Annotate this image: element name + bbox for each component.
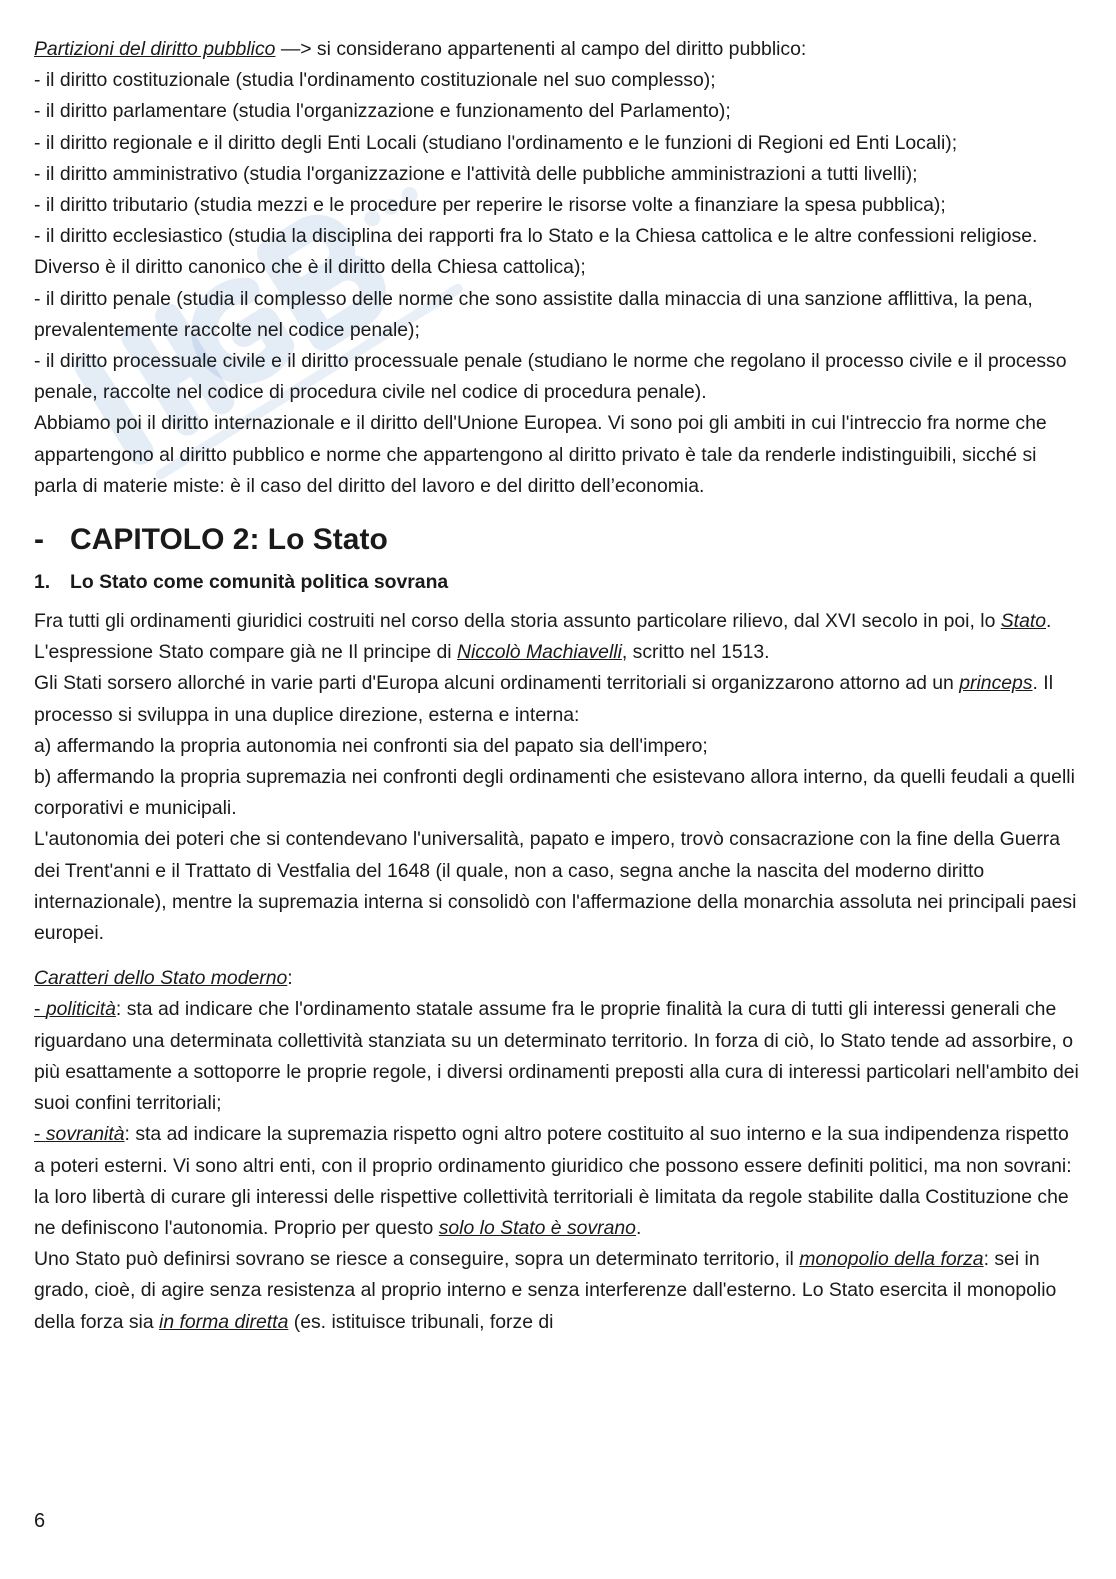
text-run: Gli Stati sorsero allorché in varie parti d'Europa alcuni ordinamenti territoriali si organizzarono attorno ad un bbox=[34, 672, 960, 695]
partizioni-item-parlamentare: - il diritto parlamentare (studia l'organizzazione e funzionamento del Parlamento); bbox=[34, 100, 731, 123]
term-princeps: princeps bbox=[959, 672, 1033, 695]
page-number: 6 bbox=[34, 1510, 46, 1532]
section-heading bbox=[34, 568, 1080, 606]
chapter-title: CAPITOLO 2: Lo Stato bbox=[70, 523, 388, 557]
partizioni-heading-line bbox=[34, 34, 1080, 65]
partizioni-closing: Abbiamo poi il diritto internazionale e il diritto dell'Unione Europea. Vi sono poi gli ambiti in cui l'intreccio fra norme che appartengono al diritto pubblico e norme che appartengono al diritto privato è tale da renderle indistinguibili, sicché si parla di materie miste: è il caso del diritto del lavoro e del diritto dell’economia. bbox=[34, 412, 1047, 497]
caratteri-heading-line bbox=[34, 963, 1080, 994]
partizioni-item-regionale: - il diritto regionale e il diritto degli Enti Locali (studiano l'ordinamento e le funzioni di Regioni ed Enti Locali); bbox=[34, 131, 958, 154]
list-item-a: a) affermando la propria autonomia nei confronti sia del papato sia dell'impero; bbox=[34, 734, 708, 757]
text-run: Fra tutti gli ordinamenti giuridici costruiti nel corso della storia assunto particolare rilievo, dal XVI secolo in poi, lo bbox=[34, 610, 1001, 633]
caratteri-title: Caratteri dello Stato moderno bbox=[34, 967, 288, 990]
text-run: . L'espressione Stato compare già ne Il principe di bbox=[34, 610, 1052, 664]
partizioni-item-processuale: - il diritto processuale civile e il diritto processuale penale (studiano le norme che regolano il processo civile e il processo penale, raccolte nel codice di procedura civile nel codice di procedura penale). bbox=[34, 350, 1067, 404]
section-paragraph-vestfalia: L'autonomia dei poteri che si contendevano l'universalità, papato e impero, trovò consacrazione con la fine della Guerra dei Trent'anni e il Trattato di Vestfalia del 1648 (il quale, non a caso, segna anche la nascita del moderno diritto internazionale), mentre la supremazia interna si consolidò con l'affermazione della monarchia assoluta nei principali paesi europei. bbox=[34, 828, 1077, 945]
text-run: . bbox=[635, 1216, 642, 1239]
caratteri-politicita bbox=[34, 994, 1080, 1119]
document-page bbox=[34, 34, 1080, 1338]
text-run: : sta ad indicare che l'ordinamento statale assume fra le proprie finalità la cura di tutti gli interessi generali che riguardano una determinata collettività stanziata su un determinato territorio. In forza di ciò, lo Stato tende ad assorbire, o più esattamente a sottoporre le proprie regole, i diversi ordinamenti preposti alla cura di interessi particolari nell'ambito dei suoi confini territoriali; bbox=[34, 998, 1079, 1115]
text-run: Uno Stato può definirsi sovrano se riesce a conseguire, sopra un determinato territorio, il bbox=[34, 1248, 800, 1271]
term-monopolio-della-forza: monopolio della forza bbox=[799, 1248, 984, 1271]
term-stato: Stato bbox=[1000, 610, 1047, 633]
text-run: - bbox=[34, 1123, 46, 1146]
text-run: (es. istituisce tribunali, forze di bbox=[288, 1310, 554, 1333]
partizioni-item-amministrativo: - il diritto amministrativo (studia l'organizzazione e l'attività delle pubbliche amministrazioni a tutti livelli); bbox=[34, 162, 918, 185]
term-politicita: politicità bbox=[45, 998, 116, 1021]
chapter-dash: - bbox=[34, 523, 44, 557]
text-run: , scritto nel 1513. bbox=[621, 641, 770, 664]
section-number: 1. bbox=[34, 571, 51, 594]
chapter-heading bbox=[34, 512, 1080, 568]
partizioni-title: Partizioni del diritto pubblico bbox=[34, 38, 276, 60]
partizioni-item-tributario: - il diritto tributario (studia mezzi e le procedure per reperire le risorse volte a finanziare la spesa pubblica); bbox=[34, 194, 946, 217]
term-machiavelli: Niccolò Machiavelli bbox=[457, 641, 622, 664]
term-forma-diretta: in forma diretta bbox=[159, 1310, 289, 1333]
text-run: . Il processo si sviluppa in una duplice direzione, esterna e interna: bbox=[34, 672, 1054, 726]
partizioni-item-costituzionale: - il diritto costituzionale (studia l'ordinamento costituzionale nel suo complesso); bbox=[34, 69, 716, 92]
section-title: Lo Stato come comunità politica sovrana bbox=[70, 571, 449, 594]
text-run: : sei in grado, cioè, di agire senza resistenza al proprio interno e senza interferenze dall'esterno. Lo Stato esercita il monopolio della forza sia bbox=[34, 1248, 1057, 1333]
section-paragraph-origins bbox=[34, 606, 1080, 668]
term-sovranita: sovranità bbox=[45, 1123, 125, 1146]
list-item-b: b) affermando la propria supremazia nei confronti degli ordinamenti che esistevano allora interno, da quelli feudali a quelli corporativi e municipali. bbox=[34, 766, 1075, 820]
caratteri-sovranita bbox=[34, 1119, 1080, 1244]
term-solo-lo-stato: solo lo Stato è sovrano bbox=[438, 1216, 636, 1239]
partizioni-intro: —> si considerano appartenenti al campo del diritto pubblico: bbox=[275, 38, 807, 60]
partizioni-item-ecclesiastico: - il diritto ecclesiastico (studia la disciplina dei rapporti fra lo Stato e la Chiesa cattolica e le altre confessioni religiose. Diverso è il diritto canonico che è il diritto della Chiesa cattolica); bbox=[34, 225, 1038, 279]
section-paragraph-princeps bbox=[34, 668, 1080, 730]
partizioni-item-penale: - il diritto penale (studia il complesso delle norme che sono assistite dalla minaccia di una sanzione afflittiva, la pena, prevalentemente raccolte nel codice penale); bbox=[34, 287, 1033, 341]
text-run: : sta ad indicare la supremazia rispetto ogni altro potere costituito al suo interno e la sua indipendenza rispetto a poteri esterni. Vi sono altri enti, con il proprio ordinamento giuridico che possono essere definiti politici, ma non sovrani: la loro libertà di curare gli interessi delle rispettive collettività territoriali è limitata da regole stabilite dalla Costituzione che ne definiscono l'autonomia. Proprio per questo bbox=[34, 1123, 1072, 1239]
text-run: : bbox=[287, 967, 293, 990]
text-run: - bbox=[34, 998, 46, 1021]
caratteri-monopolio bbox=[34, 1244, 1080, 1338]
